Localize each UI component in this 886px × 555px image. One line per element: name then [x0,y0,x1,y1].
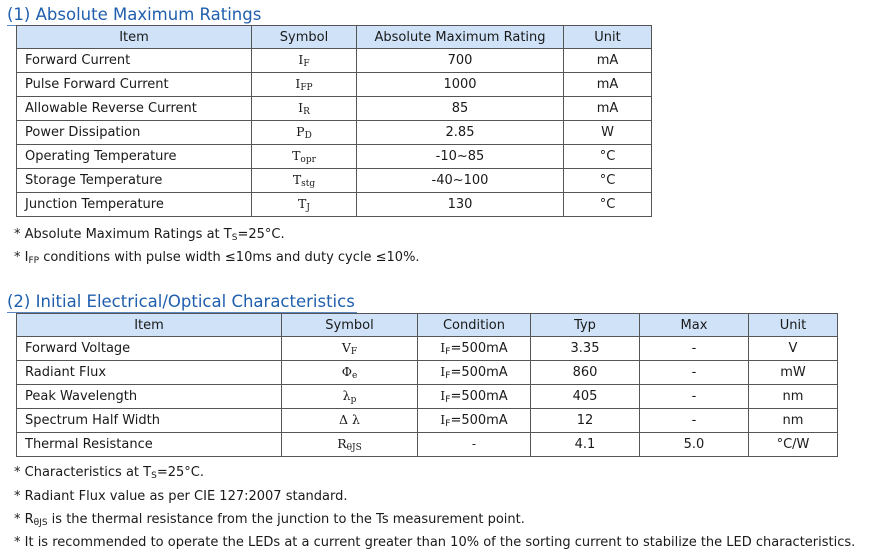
typ-cell: 3.35 [531,337,640,361]
header-unit: Unit [749,314,838,337]
symbol-cell: $\lambda_p$ [282,385,418,409]
header-symbol: Symbol [252,26,357,49]
section-1-title: (1) Absolute Maximum Ratings [7,5,262,24]
symbol-cell: $\Phi_e$ [282,361,418,385]
header-max: Max [640,314,749,337]
item-cell: Operating Temperature [17,145,252,169]
symbol-cell: $R_{\theta JS}$ [282,433,418,457]
rating-cell: -40~100 [357,169,564,193]
item-cell: Allowable Reverse Current [17,97,252,121]
header-symbol: Symbol [282,314,418,337]
table-row [17,121,652,145]
absolute-maximum-ratings-table [16,25,652,217]
condition-cell: $I_F=500mA$ [418,385,531,409]
symbol-cell: Δ λ [282,409,418,433]
item-cell: Radiant Flux [17,361,282,385]
unit-cell: °C [564,169,652,193]
item-cell: Junction Temperature [17,193,252,217]
item-cell: Thermal Resistance [17,433,282,457]
table-row [17,361,838,385]
typ-cell: 4.1 [531,433,640,457]
unit-cell: °C/W [749,433,838,457]
max-cell: - [640,361,749,385]
unit-cell: mA [564,97,652,121]
table-row [17,73,652,97]
condition-cell: $I_F=500mA$ [418,409,531,433]
condition-cell: $I_F=500mA$ [418,337,531,361]
rating-cell: 1000 [357,73,564,97]
header-item: Item [17,26,252,49]
note-1-2: * $I_{FP}$ conditions with pulse width ≤10ms and duty cycle ≤10%. [14,250,420,266]
typ-cell: 405 [531,385,640,409]
symbol-cell: $V_F$ [282,337,418,361]
symbol-cell: $T_{stg}$ [252,169,357,193]
electrical-optical-characteristics-table [16,313,838,457]
table-row [17,409,838,433]
symbol-cell: $P_D$ [252,121,357,145]
table-row [17,193,652,217]
unit-cell: W [564,121,652,145]
note-2-3: * $R_{\theta JS}$ is the thermal resistance from the junction to the Ts measurement point. [14,512,525,528]
rating-cell: 85 [357,97,564,121]
rating-cell: 130 [357,193,564,217]
header-item: Item [17,314,282,337]
symbol-cell: $I_{FP}$ [252,73,357,97]
unit-cell: nm [749,385,838,409]
unit-cell: mA [564,73,652,97]
max-cell: - [640,409,749,433]
typ-cell: 860 [531,361,640,385]
max-cell: - [640,337,749,361]
unit-cell: nm [749,409,838,433]
table-row [17,433,838,457]
rating-cell: 700 [357,49,564,73]
note-2-2: * Radiant Flux value as per CIE 127:2007 standard. [14,489,348,504]
header-rating: Absolute Maximum Rating [357,26,564,49]
header-condition: Condition [418,314,531,337]
max-cell: 5.0 [640,433,749,457]
item-cell: Forward Current [17,49,252,73]
item-cell: Power Dissipation [17,121,252,145]
symbol-cell: $T_J$ [252,193,357,217]
unit-cell: mW [749,361,838,385]
symbol-cell: $T_{opr}$ [252,145,357,169]
condition-cell: - [418,433,531,457]
rating-cell: -10~85 [357,145,564,169]
table-row [17,337,838,361]
symbol-cell: $I_F$ [252,49,357,73]
symbol-cell: $I_R$ [252,97,357,121]
table-row [17,169,652,193]
header-unit: Unit [564,26,652,49]
table-header-row [17,314,838,337]
typ-cell: 12 [531,409,640,433]
table-row [17,145,652,169]
rating-cell: 2.85 [357,121,564,145]
item-cell: Spectrum Half Width [17,409,282,433]
note-1-1: * Absolute Maximum Ratings at $T_S=25^\circ C$. [14,227,285,243]
header-typ: Typ [531,314,640,337]
unit-cell: mA [564,49,652,73]
item-cell: Pulse Forward Current [17,73,252,97]
table-row [17,97,652,121]
section-2-title: (2) Initial Electrical/Optical Characteristics [7,292,355,311]
max-cell: - [640,385,749,409]
table-row [17,385,838,409]
item-cell: Storage Temperature [17,169,252,193]
table-row [17,49,652,73]
unit-cell: °C [564,145,652,169]
item-cell: Forward Voltage [17,337,282,361]
condition-cell: $I_F=500mA$ [418,361,531,385]
unit-cell: V [749,337,838,361]
table-header-row [17,26,652,49]
item-cell: Peak Wavelength [17,385,282,409]
note-2-4: * It is recommended to operate the LEDs at a current greater than 10% of the sorting current to stabilize the LED characteristics. [14,535,856,550]
note-2-1: * Characteristics at $T_S=25^\circ C$. [14,465,204,481]
unit-cell: °C [564,193,652,217]
